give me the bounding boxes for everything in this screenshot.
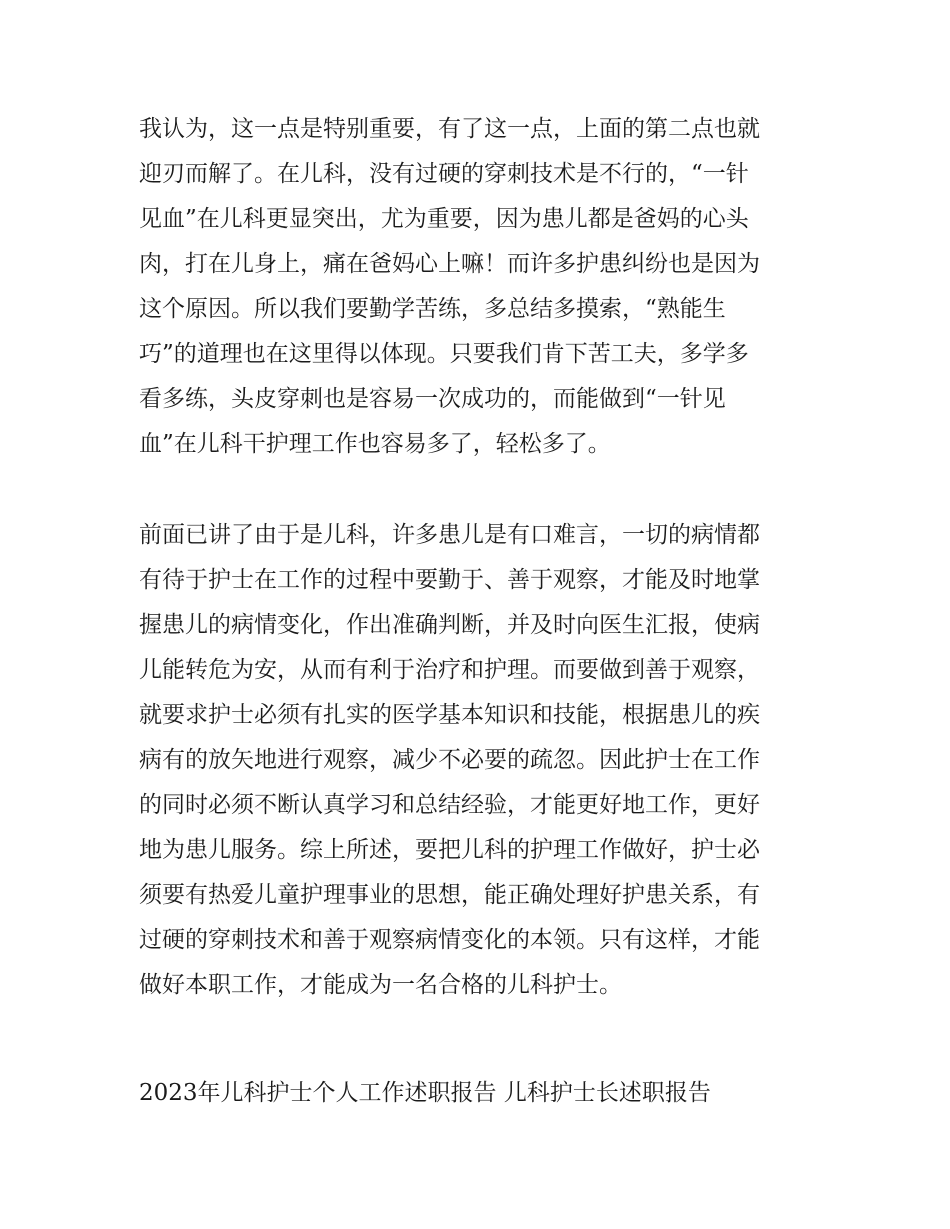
document-title [139, 1071, 819, 1116]
text-line: 这个原因。所以我们要勤学苦练，多总结多摸索，“熟能生 [139, 296, 726, 322]
text-line: 地为患儿服务。综上所述，要把儿科的护理工作做好，护士必 [139, 837, 760, 863]
text-line: 我认为，这一点是特别重要，有了这一点，上面的第二点也就 [139, 116, 760, 142]
text-line: 见血”在儿科更显突出，尤为重要，因为患儿都是爸妈的心头 [139, 206, 749, 232]
text-line: 病有的放矢地进行观察，减少不必要的疏忽。因此护士在工作 [139, 747, 760, 773]
text-line: 有待于护士在工作的过程中要勤于、善于观察，才能及时地掌 [139, 567, 760, 593]
body-paragraph [139, 107, 819, 467]
text-line: 前面已讲了由于是儿科，许多患儿是有口难言，一切的病情都 [139, 522, 760, 548]
text-line: 血”在儿科干护理工作也容易多了，轻松多了。 [139, 431, 611, 457]
text-line: 的同时必须不断认真学习和总结经验，才能更好地工作，更好 [139, 792, 760, 818]
text-line: 巧”的道理也在这里得以体现。只要我们肯下苦工夫，多学多 [139, 341, 749, 367]
text-line: 做好本职工作，才能成为一名合格的儿科护士。 [139, 972, 622, 998]
text-line: 看多练，头皮穿刺也是容易一次成功的，而能做到“一针见 [139, 386, 726, 412]
text-line: 就要求护士必须有扎实的医学基本知识和技能，根据患儿的疾 [139, 702, 760, 728]
text-line: 迎刃而解了。在儿科，没有过硬的穿刺技术是不行的，“一针 [139, 161, 749, 187]
title-line: 2023年儿科护士个人工作述职报告 儿科护士长述职报告 [139, 1080, 711, 1106]
text-line: 肉，打在儿身上，痛在爸妈心上嘛！而许多护患纠纷也是因为 [139, 251, 760, 277]
text-line: 过硬的穿刺技术和善于观察病情变化的本领。只有这样，才能 [139, 927, 760, 953]
text-line: 握患儿的病情变化，作出准确判断，并及时向医生汇报，使病 [139, 612, 760, 638]
body-paragraph [139, 513, 819, 1008]
text-line: 儿能转危为安，从而有利于治疗和护理。而要做到善于观察， [139, 657, 760, 683]
text-line: 须要有热爱儿童护理事业的思想，能正确处理好护患关系，有 [139, 882, 760, 908]
